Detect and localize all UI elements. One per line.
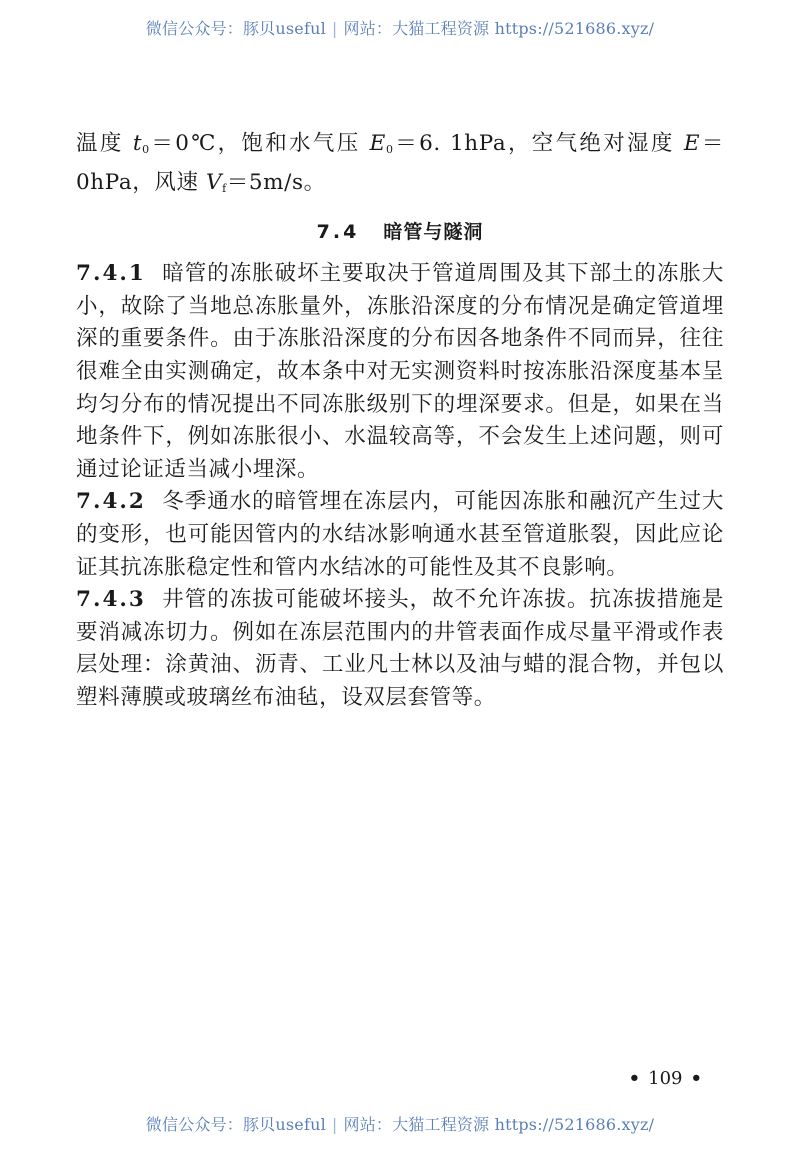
watermark-separator: | [331, 1115, 338, 1134]
clause-7-4-2 [76, 486, 724, 584]
footer-watermark [0, 1112, 800, 1135]
header-watermark [0, 16, 800, 39]
clause-number: 7.4.2 [76, 489, 146, 515]
clause-text: 暗管的冻胀破坏主要取决于管道周围及其下部土的冻胀大小，故除了当地总冻胀量外，冻胀沿深度的分布情况是确定管道埋深的重要条件。由于冻胀沿深度的分布因各地条件不同而异，往往很难全由实测确定，故本条中对无实测资料时按冻胀沿深度基本呈均匀分布的情况提出不同冻胀级别下的埋深要求。但是，如果在当地条件下，例如冻胀很小、水温较高等，不会发生上述问题，则可通过论证适当减小埋深。 [76, 261, 724, 482]
bullet-dot-icon: • [690, 1068, 702, 1089]
clause-number: 7.4.3 [76, 587, 146, 613]
watermark-wechat: 微信公众号：豚贝useful [145, 19, 326, 38]
watermark-site: 网站：大猫工程资源 https://521686.xyz/ [343, 19, 655, 38]
clause-7-4-3 [76, 584, 724, 714]
section-title: 暗管与隧洞 [383, 221, 484, 244]
section-heading [76, 217, 724, 244]
page-number: • 109 • [628, 1068, 702, 1089]
clause-text: 井管的冻拔可能破坏接头，故不允许冻拔。抗冻拔措施是要消减冻切力。例如在冻层范围内的井管表面作成尽量平滑或作表层处理：涂黄油、沥青、工业凡士林以及油与蜡的混合物，并包以塑料薄膜或玻璃丝布油毡，设双层套管等。 [76, 587, 724, 710]
clause-number: 7.4.1 [76, 261, 146, 287]
section-number: 7.4 [316, 221, 360, 244]
bullet-dot-icon: • [628, 1068, 641, 1089]
watermark-separator: | [331, 19, 338, 38]
watermark-wechat: 微信公众号：豚贝useful [145, 1115, 326, 1134]
clause-text: 冬季通水的暗管埋在冻层内，可能因冻胀和融沉产生过大的变形，也可能因管内的水结冰影响通水甚至管道胀裂，因此应论证其抗冻胀稳定性和管内水结冰的可能性及其不良影响。 [76, 489, 724, 580]
intro-paragraph: 温度 $t_0=0℃$，饱和水气压 $E_0=6$. 1hPa，空气绝对湿度 E＝0hPa，风速 $V_f=5m/s$。 [76, 131, 724, 195]
page-content [76, 128, 724, 715]
watermark-site: 网站：大猫工程资源 https://521686.xyz/ [343, 1115, 655, 1134]
clause-7-4-1 [76, 258, 724, 486]
